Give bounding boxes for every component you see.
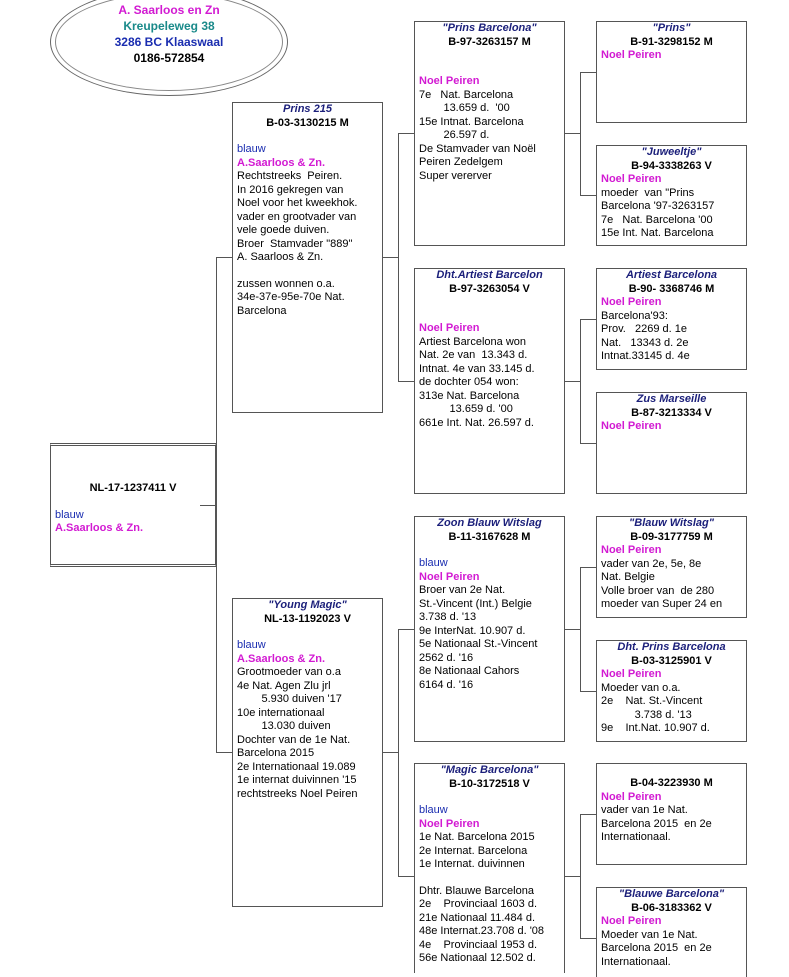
ring-number: NL-17-1237411 V	[89, 482, 177, 494]
note-line: Barcelona	[237, 304, 287, 317]
breeder: Noel Peiren	[601, 296, 662, 308]
note-line: moeder van Super 24 en	[601, 598, 723, 610]
pigeon-name: "Magic Barcelona"	[440, 764, 539, 776]
note-line: Dochter van de 1e Nat.	[237, 733, 351, 746]
pigeon-name: Prins 215	[283, 103, 332, 115]
note-line: Broer van 2e Nat.	[419, 584, 506, 596]
note-line: Barcelona 2015 en 2e	[601, 942, 712, 954]
ring-number: B-09-3177759 M	[630, 530, 713, 543]
pigeon-notes	[419, 336, 560, 431]
note-line: Intnat. 4e van 33.145 d.	[419, 362, 535, 375]
note-line: 6164 d. '16	[419, 678, 474, 691]
note-line: 26.597 d.	[419, 129, 490, 141]
note-line: 5e Nationaal St.-Vincent	[419, 638, 538, 650]
pigeon-name: "Prins"	[652, 22, 691, 34]
note-line: 3.738 d. '13	[419, 611, 477, 623]
breeder: Noel Peiren	[419, 322, 480, 334]
note-line: 9e InterNat. 10.907 d.	[419, 624, 526, 637]
pigeon-notes	[237, 170, 378, 318]
ring-number: B-11-3167628 M	[448, 530, 531, 543]
owner-oval	[50, 0, 288, 96]
breeder: A.Saarloos & Zn.	[237, 156, 326, 169]
pigeon-card-dam-sire	[414, 516, 565, 742]
pigeon-color: blauw	[237, 143, 266, 155]
note-line: 5.930 duiven '17	[237, 693, 342, 705]
note-line	[419, 872, 560, 885]
pigeon-color: blauw	[237, 639, 266, 651]
note-line: Barcelona'93:	[601, 309, 668, 322]
ring-number: B-90- 3368746 M	[628, 282, 715, 295]
breeder: Noel Peiren	[601, 173, 662, 185]
pigeon-color: blauw	[55, 508, 84, 521]
pigeon-card-dss	[596, 516, 747, 618]
ring-number: B-97-3263054 V	[449, 282, 530, 295]
pigeon-color: blauw	[419, 557, 448, 569]
note-line: Prov. 2269 d. 1e	[601, 323, 688, 335]
pigeon-name: "Prins Barcelona"	[442, 22, 537, 34]
note-line: 9e Int.Nat. 10.907 d.	[601, 722, 710, 734]
breeder: Noel Peiren	[419, 570, 480, 583]
breeder: A.Saarloos & Zn.	[237, 652, 326, 665]
note-line: 13.030 duiven	[237, 720, 331, 732]
note-line: Peiren Zedelgem	[419, 156, 503, 168]
note-line: 1e Nat. Barcelona 2015	[419, 831, 535, 843]
pigeon-name: "Young Magic"	[268, 599, 347, 611]
note-line: Moeder van 1e Nat.	[601, 928, 698, 941]
note-line: 2e Internationaal 19.089	[237, 760, 356, 773]
breeder: Noel Peiren	[601, 915, 662, 927]
note-line: Internationaal.	[601, 831, 671, 843]
note-line: 661e Int. Nat. 26.597 d.	[419, 416, 534, 429]
note-line: 10e internationaal	[237, 706, 325, 719]
pigeon-card-sdd	[596, 392, 747, 494]
note-line: Artiest Barcelona won	[419, 335, 526, 348]
pigeon-name: Zoon Blauw Witslag	[437, 517, 542, 529]
pigeon-card-sire-sire	[414, 21, 565, 246]
breeder: Noel Peiren	[601, 420, 662, 432]
note-line: Barcelona '97-3263157	[601, 200, 715, 212]
note-line: St.-Vincent (Int.) Belgie	[419, 597, 532, 610]
pigeon-notes	[601, 929, 742, 970]
ring-number: B-04-3223930 M	[630, 777, 713, 789]
ring-number: B-10-3172518 V	[449, 777, 530, 790]
pigeon-notes	[419, 831, 560, 966]
breeder: Noel Peiren	[601, 668, 662, 680]
pigeon-name: Dht.Artiest Barcelon	[436, 269, 543, 281]
note-line: Rechtstreeks Peiren.	[237, 170, 343, 182]
pigeon-notes	[419, 584, 560, 692]
note-line: 4e Provinciaal 1953 d.	[419, 938, 538, 951]
note-line: Noel voor het kweekhok.	[237, 197, 358, 209]
pigeon-card-ssd	[596, 145, 747, 246]
note-line: vader van 1e Nat.	[601, 804, 688, 816]
breeder: Noel Peiren	[601, 49, 662, 61]
pigeon-notes	[601, 187, 742, 241]
note-line: 48e Internat.23.708 d. '08	[419, 925, 545, 937]
breeder: Noel Peiren	[601, 544, 662, 556]
note-line: 2e Internat. Barcelona	[419, 844, 528, 857]
pigeon-name: "Blauwe Barcelona"	[618, 888, 725, 900]
ring-number: B-03-3130215 M	[266, 116, 349, 129]
ring-number: B-87-3213334 V	[631, 406, 712, 419]
owner-street: Kreupeleweg 38	[123, 19, 215, 33]
note-line: 2562 d. '16	[419, 651, 474, 664]
pigeon-notes	[237, 666, 378, 801]
ring-number: B-06-3183362 V	[631, 901, 712, 914]
note-line: vader van 2e, 5e, 8e	[601, 557, 702, 570]
note-line: vader en grootvader van	[237, 210, 357, 223]
ring-number: B-91-3298152 M	[630, 35, 713, 48]
note-line: Nat. 2e van 13.343 d.	[419, 349, 528, 361]
breeder: Noel Peiren	[601, 790, 662, 803]
ring-number: B-97-3263157 M	[448, 35, 531, 48]
note-line: In 2016 gekregen van	[237, 183, 344, 196]
pigeon-notes	[601, 558, 742, 612]
note-line: Moeder van o.a.	[601, 681, 681, 694]
note-line: Internationaal.	[601, 955, 671, 968]
note-line: Barcelona 2015 en 2e	[601, 817, 712, 830]
pigeon-name: Zus Marseille	[636, 393, 707, 405]
note-line: Dhtr. Blauwe Barcelona	[419, 884, 534, 897]
note-line: 15e Intnat. Barcelona	[419, 115, 524, 128]
ring-number: B-94-3338263 V	[631, 159, 712, 172]
pigeon-card-dam	[232, 598, 383, 907]
note-line: 21e Nationaal 11.484 d.	[419, 911, 535, 924]
note-line	[237, 265, 378, 278]
pigeon-notes	[601, 682, 742, 736]
pigeon-card-ddd	[596, 887, 747, 977]
breeder: Noel Peiren	[419, 817, 480, 830]
pigeon-card-dsd	[596, 640, 747, 742]
note-line: 13.659 d. '00	[419, 403, 513, 415]
note-line: Nat. 13343 d. 2e	[601, 336, 689, 349]
owner-city: 3286 BC Klaaswaal	[114, 35, 224, 49]
note-line: Super vererver	[419, 169, 492, 182]
note-line: 313e Nat. Barcelona	[419, 389, 520, 402]
note-line: Broer Stamvader "889"	[237, 237, 353, 250]
note-line: 13.659 d. '00	[419, 102, 510, 114]
pigeon-card-dam-dam	[414, 763, 565, 973]
pigeon-color: blauw	[419, 804, 448, 816]
note-line: 8e Nationaal Cahors	[419, 665, 520, 677]
note-line: rechtstreeks Noel Peiren	[237, 787, 358, 800]
owner-phone: 0186-572854	[133, 51, 205, 65]
pigeon-card-sire	[232, 102, 383, 413]
pigeon-name: Artiest Barcelona	[625, 269, 718, 281]
note-line: 3.738 d. '13	[601, 708, 692, 721]
breeder: Noel Peiren	[419, 75, 480, 87]
pigeon-card-sds	[596, 268, 747, 370]
pigeon-card-subject	[50, 443, 216, 567]
note-line: vele goede duiven.	[237, 224, 330, 236]
note-line: De Stamvader van Noël	[419, 142, 536, 155]
note-line: 4e Nat. Agen Zlu jrl	[237, 679, 331, 692]
pigeon-notes	[601, 804, 742, 845]
note-line: moeder van "Prins	[601, 186, 695, 199]
note-line: Volle broer van de 280	[601, 584, 715, 597]
note-line: 7e Nat. Barcelona	[419, 88, 514, 101]
pigeon-notes	[419, 89, 560, 184]
note-line: Barcelona 2015	[237, 747, 315, 759]
pigeon-notes	[601, 310, 742, 364]
note-line: 7e Nat. Barcelona '00	[601, 213, 713, 226]
pigeon-name: "Blauw Witslag"	[629, 517, 714, 529]
note-line: 34e-37e-95e-70e Nat.	[237, 291, 345, 303]
note-line: 56e Nationaal 12.502 d.	[419, 952, 536, 964]
note-line: Intnat.33145 d. 4e	[601, 350, 690, 362]
pigeon-card-sss	[596, 21, 747, 123]
pigeon-name: Dht. Prins Barcelona	[617, 641, 726, 653]
owner-name: A. Saarloos en Zn	[118, 3, 220, 17]
note-line: 1e Internat. duivinnen	[419, 858, 525, 870]
breeder: A.Saarloos & Zn.	[55, 522, 144, 534]
note-line: 15e Int. Nat. Barcelona	[601, 227, 714, 239]
pigeon-card-dds	[596, 763, 747, 865]
note-line: de dochter 054 won:	[419, 376, 519, 388]
ring-number: NL-13-1192023 V	[264, 612, 351, 625]
note-line: 2e Provinciaal 1603 d.	[419, 898, 538, 910]
note-line: A. Saarloos & Zn.	[237, 251, 324, 263]
pigeon-card-sire-dam	[414, 268, 565, 494]
note-line: zussen wonnen o.a.	[237, 277, 335, 290]
note-line: Nat. Belgie	[601, 571, 655, 583]
note-line: 2e Nat. St.-Vincent	[601, 695, 703, 707]
note-line: Grootmoeder van o.a	[237, 666, 341, 678]
note-line: 1e internat duivinnen '15	[237, 774, 357, 786]
ring-number: B-03-3125901 V	[631, 654, 712, 667]
pigeon-name: "Juweeltje"	[641, 146, 702, 158]
